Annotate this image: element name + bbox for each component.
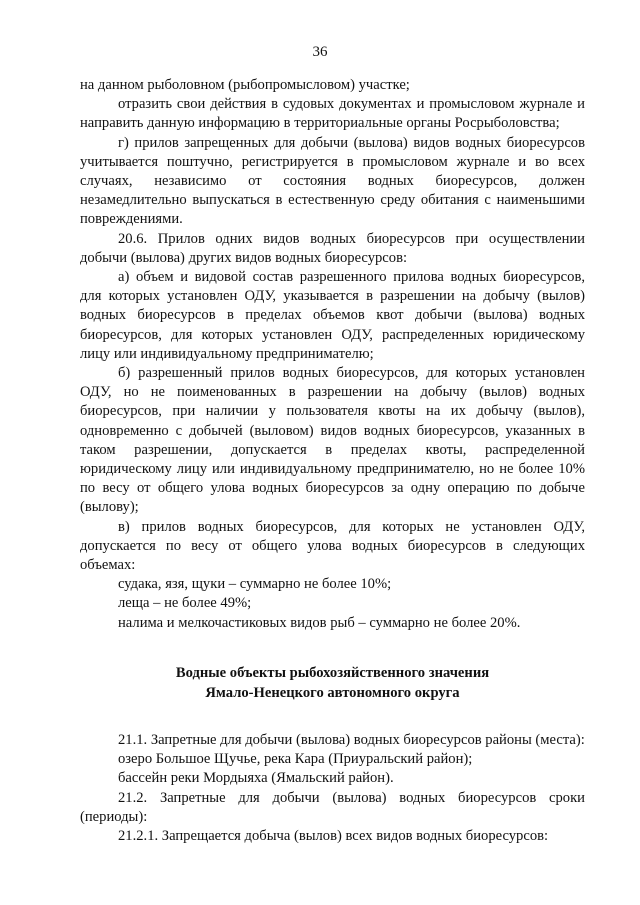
section-heading-line: Ямало-Ненецкого автономного округа xyxy=(205,684,460,701)
paragraph: озеро Большое Щучье, река Кара (Приуральский район); xyxy=(118,751,473,768)
list-item: леща – не более 49%; xyxy=(118,595,252,612)
section-heading xyxy=(80,663,585,703)
paragraph: 21.1. Запретные для добычи (вылова) водных биоресурсов районы (места): xyxy=(118,731,585,748)
paragraph: 21.2. Запретные для добычи (вылова) водных биоресурсов сроки (периоды): xyxy=(80,789,585,825)
section-heading-line: Водные объекты рыбохозяйственного значения xyxy=(175,664,490,681)
document-body xyxy=(80,76,585,846)
paragraph: в) прилов водных биоресурсов, для которых не установлен ОДУ, допускается по весу от общего улова водных биоресурсов в следующих объемах: xyxy=(80,518,585,574)
page-number: 36 xyxy=(312,44,328,60)
paragraph: б) разрешенный прилов водных биоресурсов, для которых установлен ОДУ, но не поименованных в разрешении на добычу (вылов) водных биоресурсов, при наличии у пользователя квоты на их добычу (вылов), одновременно с добычей (выловом) видов водных биоресурсов, указанных в таком разрешении, допускается в пределах квоты, распределенной юридическому лицу или индивидуальному предпринимателю, но не более 10% по весу от общего улова водных биоресурсов за одну операцию по добыче (вылову); xyxy=(80,365,585,516)
paragraph: г) прилов запрещенных для добычи (вылова) видов водных биоресурсов учитывается поштучно, регистрируется в промысловом журнале и во всех случаях, независимо от состояния водных биоресурсов, должен незамедлительно выпускаться в естественную среду обитания с наименьшими повреждениями. xyxy=(80,134,585,228)
paragraph: а) объем и видовой состав разрешенного прилова водных биоресурсов, для которых установлен ОДУ, указывается в разрешении на добычу (вылов) водных биоресурсов в пределах объемов квот добычи (вылова) водных биоресурсов, для которых установлен ОДУ, распределенных юридическому лицу или индивидуальному предпринимателю; xyxy=(80,269,585,362)
paragraph: на данном рыболовном (рыбопромысловом) участке; xyxy=(80,77,410,93)
list-item: судака, язя, щуки – суммарно не более 10%; xyxy=(118,576,392,593)
paragraph: 20.6. Прилов одних видов водных биоресурсов при осуществлении добычи (вылова) других видов водных биоресурсов: xyxy=(80,230,585,266)
list-item: налима и мелкочастиковых видов рыб – суммарно не более 20%. xyxy=(118,614,521,631)
paragraph: бассейн реки Мордыяха (Ямальский район). xyxy=(118,770,394,787)
paragraph: 21.2.1. Запрещается добыча (вылов) всех видов водных биоресурсов: xyxy=(118,827,549,844)
paragraph: отразить свои действия в судовых документах и промысловом журнале и направить данную информацию в территориальные органы Росрыболовства; xyxy=(80,96,585,132)
